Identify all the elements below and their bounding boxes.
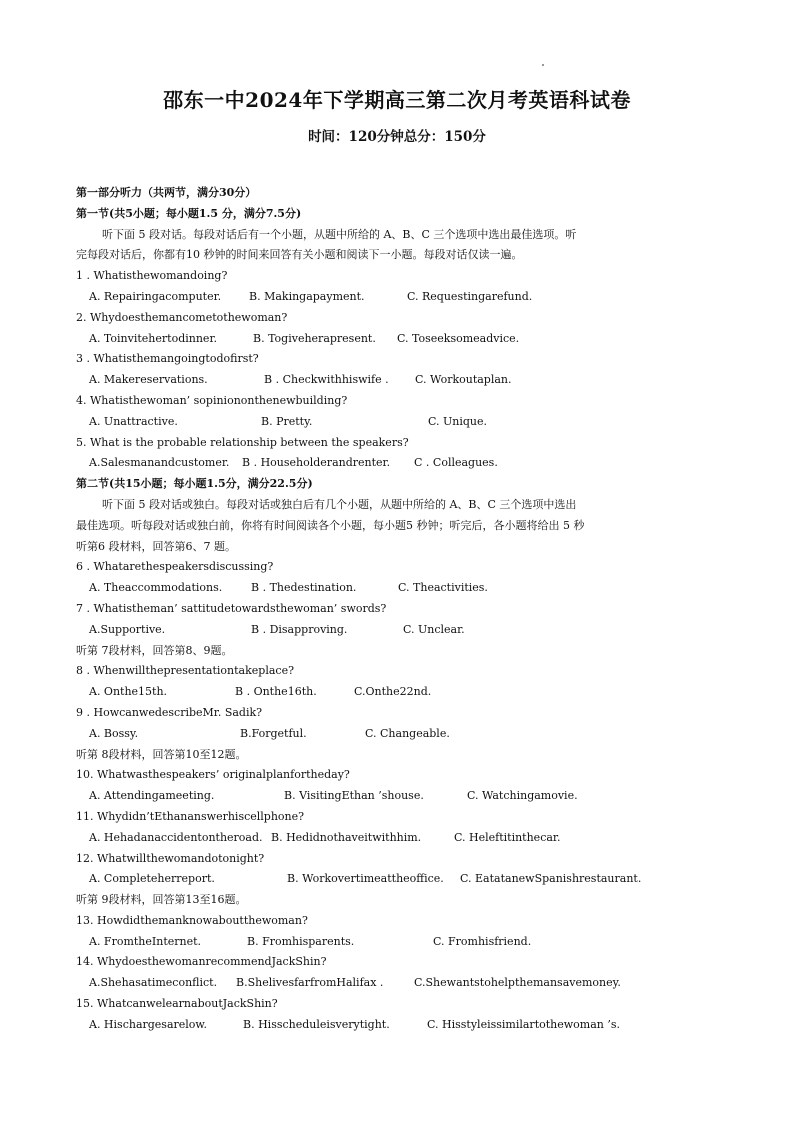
option-b: B. Workovertimeattheoffice. <box>287 872 444 886</box>
option-b: B . Thedestination. <box>251 581 357 595</box>
material-9-note: 听第 9段材料，回答第13至16题。 <box>76 893 247 907</box>
exam-time-score: 时间：120分钟总分：150分 <box>308 129 486 145</box>
option-a: A.Supportive. <box>89 622 166 636</box>
option-c: C. Workoutaplan. <box>415 373 512 387</box>
option-b: B.Forgetful. <box>240 726 307 740</box>
option-c: C . Colleagues. <box>414 456 498 470</box>
option-b: B. Hisscheduleisverytight. <box>243 1017 390 1031</box>
option-a: A. Onthe15th. <box>89 685 168 699</box>
options-8 <box>76 682 722 703</box>
options-14 <box>76 973 722 994</box>
question-10: 10. Whatwasthespeakers’ originalplanfortheday? <box>76 768 350 782</box>
option-c: C.Shewantstohelpthemansavemoney. <box>414 976 621 990</box>
option-b: B. VisitingEthan ’shouse. <box>284 789 424 803</box>
options-3 <box>76 370 722 391</box>
option-a: A. Unattractive. <box>89 414 178 428</box>
option-a: A. Hischargesarelow. <box>89 1017 208 1031</box>
option-c: C. Theactivities. <box>398 581 488 595</box>
option-c: C. Fromhisfriend. <box>433 934 532 948</box>
options-11 <box>76 828 722 849</box>
question-15: 15. WhatcanwelearnaboutJackShin? <box>76 997 278 1011</box>
option-b: B. Makingapayment. <box>249 289 365 303</box>
exam-title: 邵东一中2024年下学期高三第二次月考英语科试卷 <box>163 88 631 112</box>
option-c: C. Watchingamovie. <box>467 789 578 803</box>
question-4: 4. Whatisthewoman’ sopiniononthenewbuilding? <box>76 393 348 407</box>
option-a: A. Toinvitehertodinner. <box>89 331 217 345</box>
option-a: A.Shehasatimeconflict. <box>89 976 218 990</box>
options-2 <box>76 329 722 350</box>
section2-heading: 第二节(共15小题；每小题1.5分，满分22.5分) <box>76 477 313 491</box>
options-9 <box>76 724 722 745</box>
option-a: A. Bossy. <box>89 726 139 740</box>
material-8-note: 听第 8段材料，回答第10至12题。 <box>76 747 247 761</box>
question-12: 12. Whatwillthewomandotonight? <box>76 851 265 865</box>
option-b: B . Checkwithhiswife . <box>264 373 389 387</box>
question-13: 13. Howdidthemanknowaboutthewoman? <box>76 913 308 927</box>
options-12 <box>76 869 722 890</box>
option-a: A. Theaccommodations. <box>89 581 223 595</box>
options-10 <box>76 786 722 807</box>
options-1 <box>76 287 722 308</box>
option-c: C. EatatanewSpanishrestaurant. <box>460 872 642 886</box>
options-4 <box>76 412 722 433</box>
option-b: B. Pretty. <box>261 414 313 428</box>
option-b: B. Hedidnothaveitwithhim. <box>271 830 422 844</box>
options-5 <box>76 453 722 474</box>
options-7 <box>76 620 722 641</box>
option-c: C. Toseeksomeadvice. <box>397 331 520 345</box>
question-8: 8 . Whenwillthepresentationtakeplace? <box>76 664 294 678</box>
section2-instructions-3: 听第6 段材料，回答第6、7 题。 <box>76 539 236 553</box>
question-7: 7 . Whatistheman’ sattitudetowardsthewoman’ swords? <box>76 601 387 615</box>
option-c: C. Heleftitinthecar. <box>454 830 561 844</box>
scan-dot <box>542 64 544 66</box>
option-c: C. Unique. <box>428 414 488 428</box>
option-a: A.Salesmanandcustomer. <box>89 456 230 470</box>
material-7-note: 听第 7段材料，回答第8、9题。 <box>76 643 233 657</box>
option-a: A. Hehadanaccidentontheroad. <box>89 830 263 844</box>
option-b: B . Disapproving. <box>251 622 348 636</box>
question-6: 6 . Whatarethespeakersdiscussing? <box>76 560 274 574</box>
option-b: B.ShelivesfarfromHalifax . <box>236 976 384 990</box>
option-c: C. Unclear. <box>403 622 465 636</box>
question-2: 2. Whydoesthemancometothewoman? <box>76 310 288 324</box>
option-c: C. Changeable. <box>365 726 450 740</box>
question-11: 11. Whydidn’tEthananswerhiscellphone? <box>76 809 305 823</box>
option-a: A. Attendingameeting. <box>89 789 215 803</box>
option-a: A. FromtheInternet. <box>89 934 202 948</box>
section1-heading: 第一节(共5小题；每小题1.5 分，满分7.5分) <box>76 206 302 220</box>
option-b: B. Togiveherapresent. <box>253 331 376 345</box>
option-c: C. Requestingarefund. <box>407 289 533 303</box>
question-3: 3 . Whatisthemangoingtodofirst? <box>76 352 259 366</box>
section1-instructions-2: 完每段对话后，你都有10 秒钟的时间来回答有关小题和阅读下一小题。每段对话仅读一遍。 <box>76 248 523 262</box>
part1-heading: 第一部分听力（共两节，满分30分） <box>76 186 257 199</box>
option-b: B . Householderandrenter. <box>242 456 391 470</box>
question-14: 14. WhydoesthewomanrecommendJackShin? <box>76 955 327 969</box>
section2-instructions-1: 听下面 5 段对话或独白。每段对话或独白后有几个小题，从题中所给的 A、B、C 三个选项中选出 <box>102 497 577 511</box>
option-a: A. Repairingacomputer. <box>89 289 222 303</box>
question-1: 1 . Whatisthewomandoing? <box>76 269 228 283</box>
option-a: A. Completeherreport. <box>89 872 215 886</box>
exam-content <box>76 183 722 1036</box>
section1-instructions-1: 听下面 5 段对话。每段对话后有一个小题，从题中所给的 A、B、C 三个选项中选出最佳选项。听 <box>102 227 577 241</box>
question-5: 5. What is the probable relationship between the speakers? <box>76 435 409 449</box>
question-9: 9 . HowcanwedescribeMr. Sadik? <box>76 705 263 719</box>
options-6 <box>76 578 722 599</box>
option-c: C.Onthe22nd. <box>354 685 432 699</box>
option-b: B . Onthe16th. <box>235 685 317 699</box>
options-15 <box>76 1015 722 1036</box>
option-c: C. Hisstyleissimilartothewoman ’s. <box>427 1017 620 1031</box>
section2-instructions-2: 最佳选项。听每段对话或独白前，你将有时间阅读各个小题，每小题5 秒钟；听完后，各小题将给出 5 秒 <box>76 518 585 532</box>
options-13 <box>76 932 722 953</box>
option-b: B. Fromhisparents. <box>247 934 355 948</box>
option-a: A. Makereservations. <box>89 373 208 387</box>
